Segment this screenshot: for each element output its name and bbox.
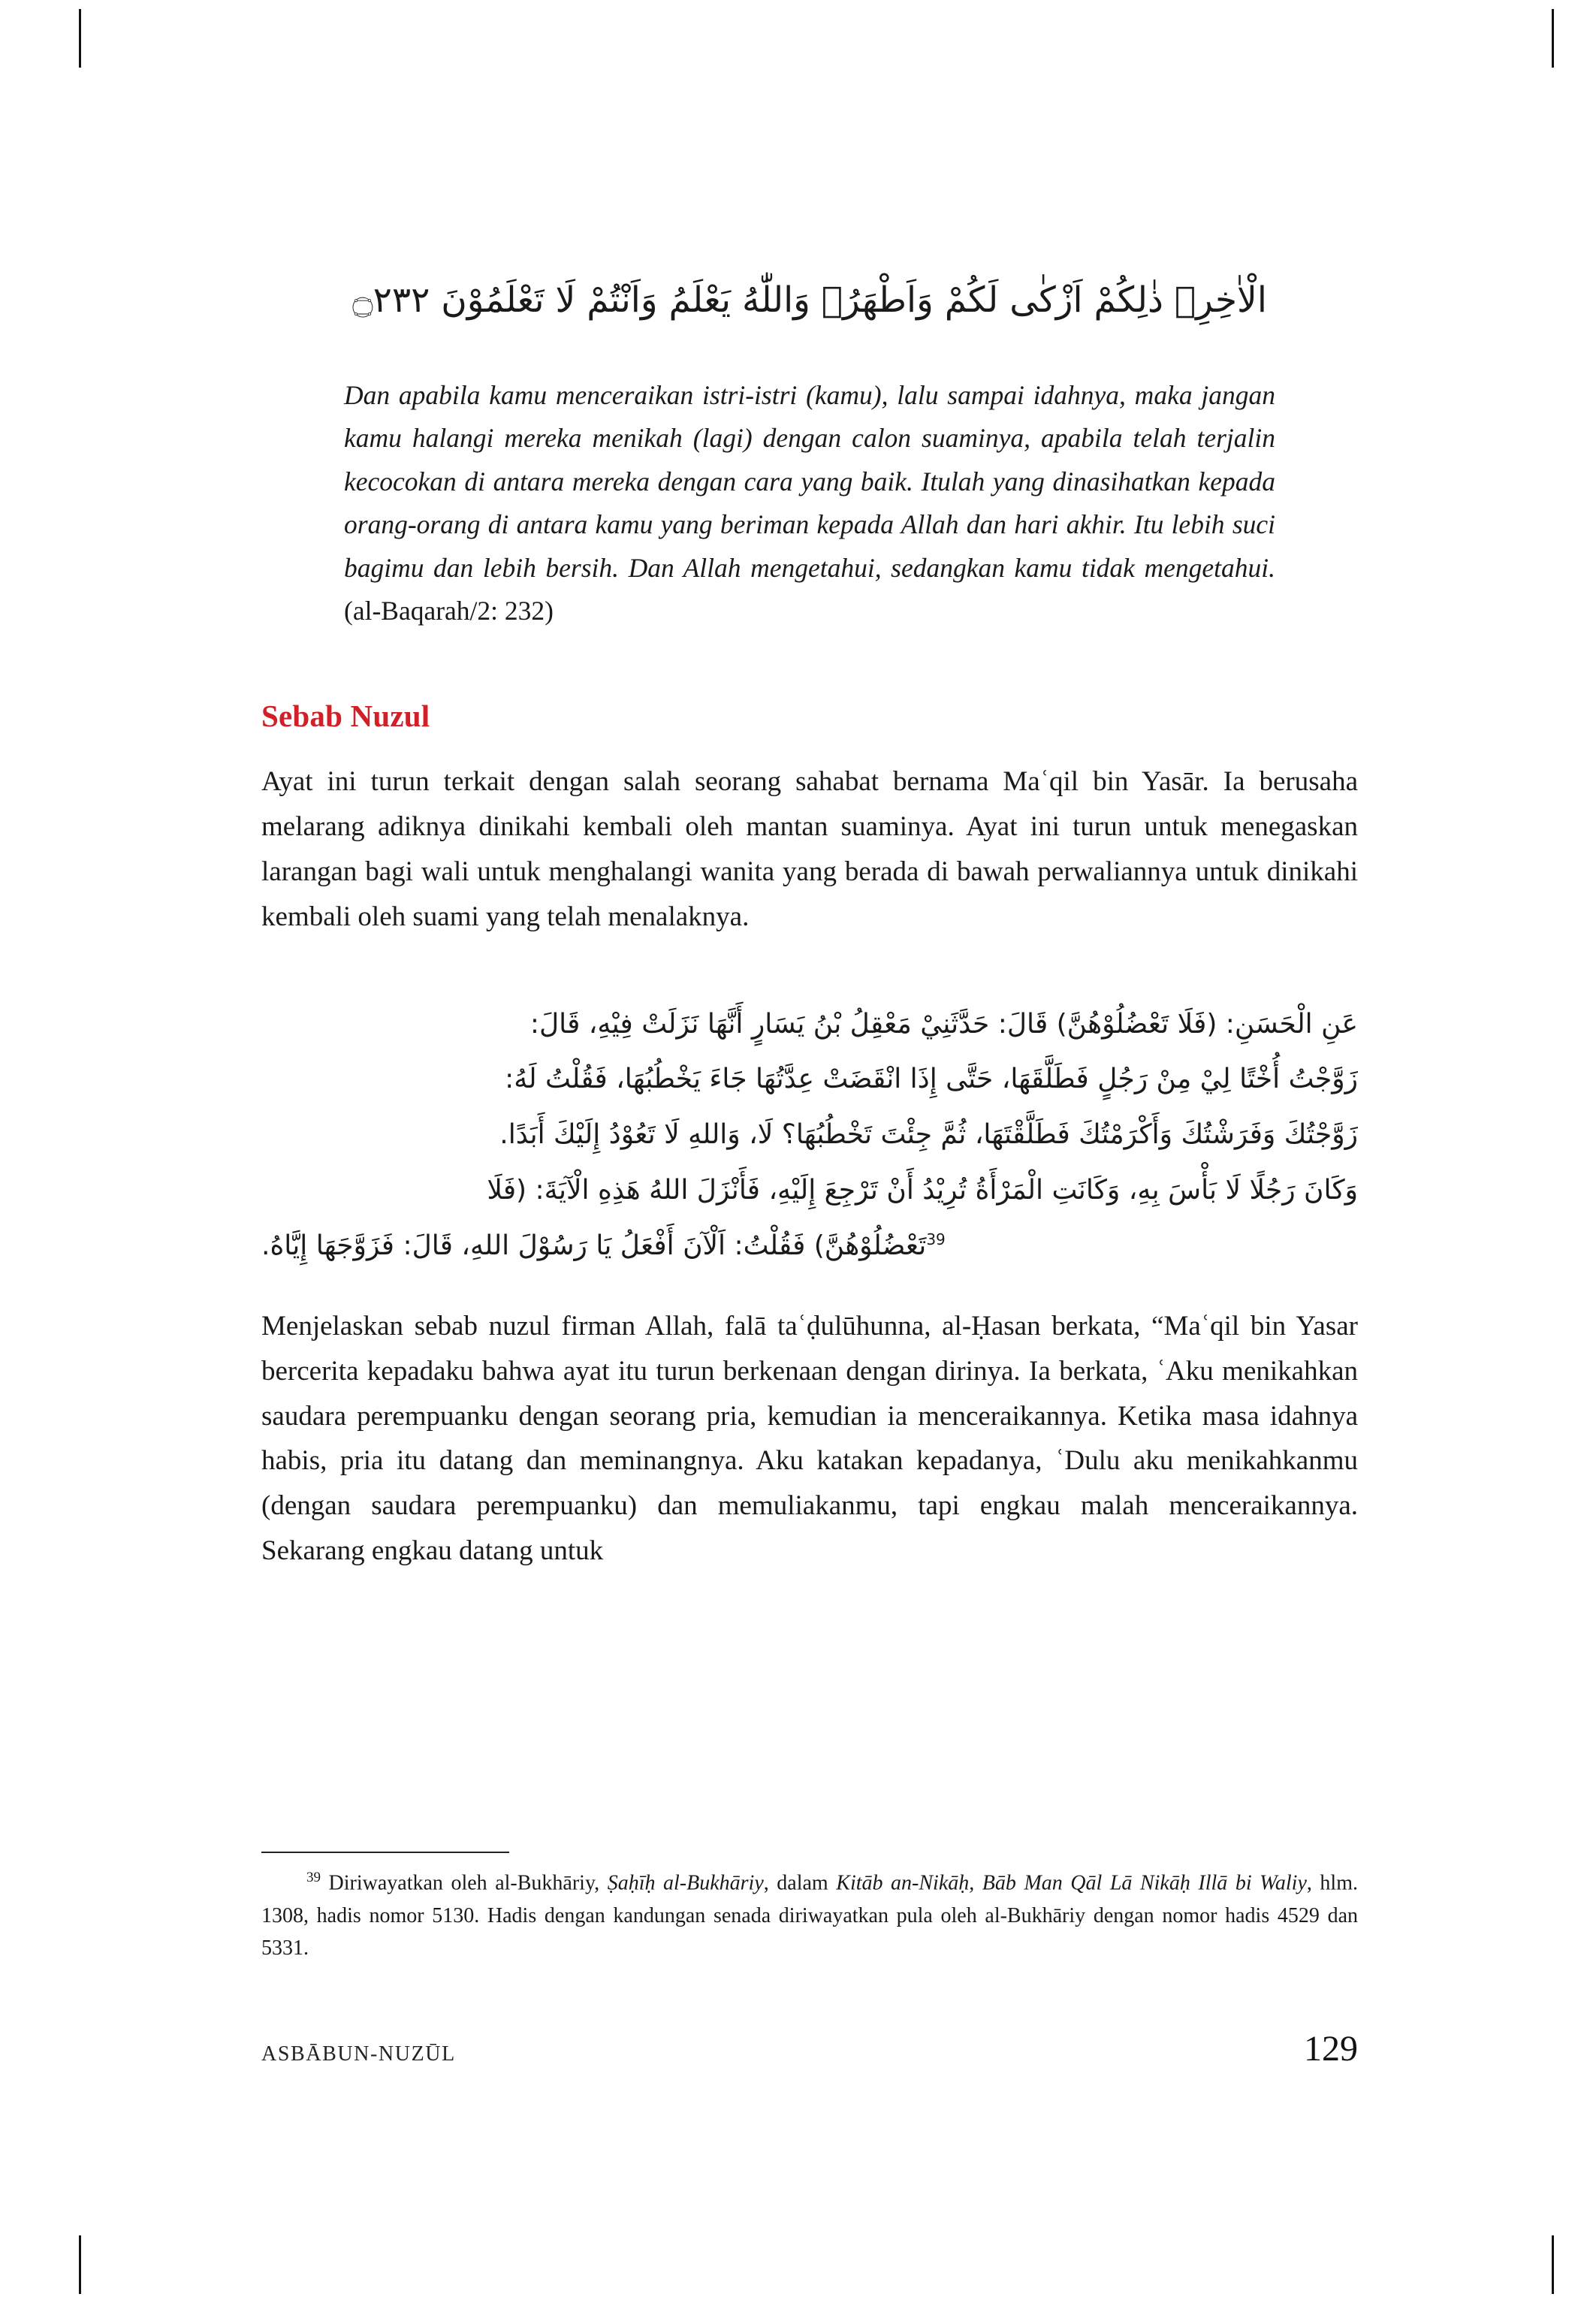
- hadith-line-2: زَوَّجْتُ أُخْتًا لِيْ مِنْ رَجُلٍ فَطَلَّقَهَا، حَتَّى إِذَا انْقَضَتْ عِدَّتُهَا جَاءَ يَخْطُبُهَا، فَقُلْتُ لَهُ:: [505, 1064, 1358, 1095]
- hadith-line-5-text: تَعْضُلُوْهُنَّ) فَقُلْتُ: اَلْآنَ أَفْعَلُ يَا رَسُوْلَ اللهِ، قَالَ: فَزَوَّجَهَا إِيَّاهُ.: [261, 1230, 927, 1261]
- hadith-arabic-block: [261, 997, 1358, 1274]
- page-footer: [261, 2028, 1358, 2069]
- page-number: 129: [1304, 2029, 1358, 2069]
- crop-mark-bottom-left: [79, 2235, 81, 2294]
- footnote-area: [261, 1852, 1358, 1965]
- verse-reference: (al-Baqarah/2: 232): [344, 596, 554, 626]
- footnote-text-part-1: Diriwayatkan oleh al-Bukhāriy,: [321, 1871, 608, 1895]
- footnote-divider: [261, 1852, 509, 1853]
- footnote-italic-1: Ṣaḥīḥ al-Bukhāriy: [607, 1871, 764, 1895]
- verse-translation-text: Dan apabila kamu menceraikan istri-istri (kamu), lalu sampai idahnya, maka jangan kamu halangi mereka menikah (lagi) dengan calon suaminya, apabila telah terjalin kecocokan di antara mereka dengan cara yang baik. Itulah yang dinasihatkan kepada orang-orang di antara kamu yang beriman kepada Allah dan hari akhir. Itu lebih suci bagimu dan lebih bersih. Dan Allah mengetahui, sedangkan kamu tidak mengetahui.: [344, 379, 1275, 583]
- section-heading-sebab-nuzul: Sebab Nuzul: [261, 698, 430, 733]
- crop-mark-bottom-right: [1552, 2235, 1554, 2294]
- crop-mark-top-left: [79, 9, 81, 68]
- paragraph-commentary: Menjelaskan sebab nuzul firman Allah, falā taʿḍulūhunna, al-Ḥasan berkata, “Maʿqil bin Yasar bercerita kepadaku bahwa ayat itu turun berkenaan dengan dirinya. Ia berkata, ʿAku menikahkan saudara perempuanku dengan seorang pria, kemudian ia menceraikannya. Ketika masa idahnya habis, pria itu datang dan meminangnya. Aku katakan kepadanya, ʿDulu aku menikahkanmu (dengan saudara perempuanku) dan memuliakanmu, tapi engkau malah menceraikannya. Sekarang engkau datang untuk: [261, 1310, 1358, 1567]
- verse-translation: [344, 374, 1275, 633]
- quran-verse-arabic: الْاٰخِرِۗ ذٰلِكُمْ اَزْكٰى لَكُمْ وَاَطْهَرُۗ وَاللّٰهُ يَعْلَمُ وَاَنْتُمْ لَا تَعْلَمُوْنَ ۝٢٣٢: [352, 279, 1267, 321]
- hadith-line-1: عَنِ الْحَسَنِ: (فَلَا تَعْضُلُوْهُنَّ) قَالَ: حَدَّثَنِيْ مَعْقِلُ بْنُ يَسَارٍ أَنَّهَا نَزَلَتْ فِيْهِ، قَالَ:: [529, 1008, 1358, 1040]
- running-head: ASBĀBUN-NUZŪL: [261, 2042, 456, 2066]
- hadith-footnote-marker: 39: [926, 1230, 946, 1248]
- footnote-number: 39: [306, 1870, 321, 1885]
- page-content: [261, 0, 1358, 2303]
- hadith-line-3: زَوَّجْتُكَ وَفَرَشْتُكَ وَأَكْرَمْتُكَ فَطَلَّقْتَهَا، ثُمَّ جِئْتَ تَخْطُبُهَا؟ لَا، وَاللهِ لَا تَعُوْدُ إِلَيْكَ أَبَدًا.: [499, 1119, 1358, 1151]
- footnote-text-part-3: , hlm. 1308, hadis nomor 5130. Hadis dengan kandungan senada diriwayatkan pula oleh al-Bukhāriy dengan nomor hadis 4529 dan 5331.: [261, 1871, 1358, 1960]
- footnote-text-part-2: , dalam: [763, 1871, 837, 1895]
- paragraph-sebab-nuzul: Ayat ini turun terkait dengan salah seorang sahabat bernama Maʿqil bin Yasār. Ia berusaha melarang adiknya dinikahi kembali oleh mantan suaminya. Ayat ini turun untuk menegaskan larangan bagi wali untuk menghalangi wanita yang berada di bawah perwaliannya untuk dinikahi kembali oleh suami yang telah menalaknya.: [261, 765, 1358, 932]
- footnote-39: [261, 1867, 1358, 1965]
- hadith-line-4: وَكَانَ رَجُلًا لَا بَأْسَ بِهِ، وَكَانَتِ الْمَرْأَةُ تُرِيْدُ أَنْ تَرْجِعَ إِلَيْهِ، فَأَنْزَلَ اللهُ هَذِهِ الْآيَةَ: (فَلَا: [487, 1175, 1358, 1206]
- hadith-line-5: [261, 1218, 1358, 1274]
- crop-mark-top-right: [1552, 9, 1554, 68]
- footnote-italic-2: Kitāb an-Nikāḥ, Bāb Man Qāl Lā Nikāḥ Illā bi Waliy: [836, 1871, 1307, 1895]
